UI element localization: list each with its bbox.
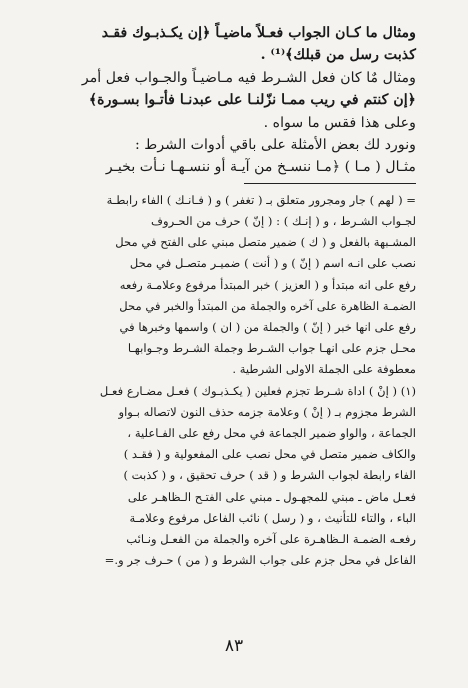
footnote-line: (١) ( إنْ ) اداة شـرط تجزم فعلين ( يكـذبـوك ) فعـل مضـارع فعـل xyxy=(99,383,416,398)
footnote-line: = ( لهم ) جار ومجرور متعلق بـ ( تغفر ) و ( فـانـك ) الفاء رابطـة xyxy=(106,192,416,207)
main-line: ومثال ما كـان الجواب فعـلاً ماضيـاً ﴿إن يكـذبـوك فقـد xyxy=(101,25,416,41)
main-line: وعلى هذا فقس ما سواه . xyxy=(263,114,416,131)
footnote-separator xyxy=(244,183,416,184)
footnote-continuation xyxy=(42,190,416,381)
footnote-line: الضمـة الظاهرة على آخره والجملة من المبتدأ والخبر في محل xyxy=(119,298,416,313)
main-line: كذبت رسل من قبلك﴾⁽¹⁾ . xyxy=(260,47,416,64)
main-text xyxy=(42,22,416,179)
footnote-line: الشرط مجزوم بـ ( إنْ ) وعلامة جزمه حذف النون لاتصاله بـواو xyxy=(118,404,416,419)
footnote-line: والكاف ضمير متصل في محل نصب على المفعولية و ( فقـد ) xyxy=(123,447,416,462)
footnote-1 xyxy=(42,381,416,572)
page-number: ٨٣ xyxy=(224,636,244,656)
footnote-line: رفعـه الضمـة الـظاهـرة على آخره والجملة من الفعـل ونـائب xyxy=(126,532,416,547)
main-line: ومثال مٌا كان فعل الشـرط فيه مـاضيـاً والجـواب فعل أمر xyxy=(81,69,416,86)
footnote-line: معطوفة على الجملة الاولى الشرطية . xyxy=(232,362,416,377)
main-line: ﴿إن كنتم في ريب ممـا نزّلنـا على عبدنـا فأتـوا بسـورة﴾ xyxy=(88,92,416,109)
footnote-line: المشـبهة بالفعل و ( ك ) ضمير متصل مبني على الفتح في محل xyxy=(115,235,416,250)
footnote-line: الفاء رابطة لجواب الشرط و ( قد ) حرف تحقيق ، و ( كذبت ) xyxy=(123,468,416,483)
footnote-line: الفاعل في محل جزم على جواب الشرط و ( من ) حـرف جر و.= xyxy=(104,553,416,568)
footnote-line: لجـواب الشـرط ، و ( إنـك ) : ( إنّ ) حرف من الحـروف xyxy=(150,214,416,229)
footnote-line: محـل جزم على انهـا جواب الشـرط وجملة الشـرط وجـوابهـا xyxy=(127,341,416,356)
footnote-line: الباء ، والتاء للتأنيث ، و ( رسل ) نائب الفاعل مرفوع وعلامـة xyxy=(129,510,416,525)
footnote-line: رفع على انه مبتدأ و ( العزيز ) خبر المبتدأ مرفوع وعلامـة رفعه xyxy=(119,277,416,292)
footnote-line: نصب على انـه اسم ( إنّ ) و ( أنت ) ضميـر متصـل في محل xyxy=(129,256,416,271)
main-line: مثـال ( مـا ) ﴿مـا ننسـخ من آيـة أو ننسـهـا نـأت بخيـر xyxy=(105,159,416,176)
main-line: ونورد لك بعض الأمثلة على باقي أدوات الشرط : xyxy=(135,137,416,154)
footnote-line: رفع على انها خبر ( إنّ ) والجملة من ( ان ) واسمها وخبرها في xyxy=(119,320,416,335)
footnote-line: فعـل ماض ـ مبني للمجهـول ـ مبني على الفتـح الـظاهـر على xyxy=(127,489,416,504)
footnote-line: الجماعة ، والواو ضمير الجماعة في محل رفع على الفـاعلية ، xyxy=(127,426,416,441)
